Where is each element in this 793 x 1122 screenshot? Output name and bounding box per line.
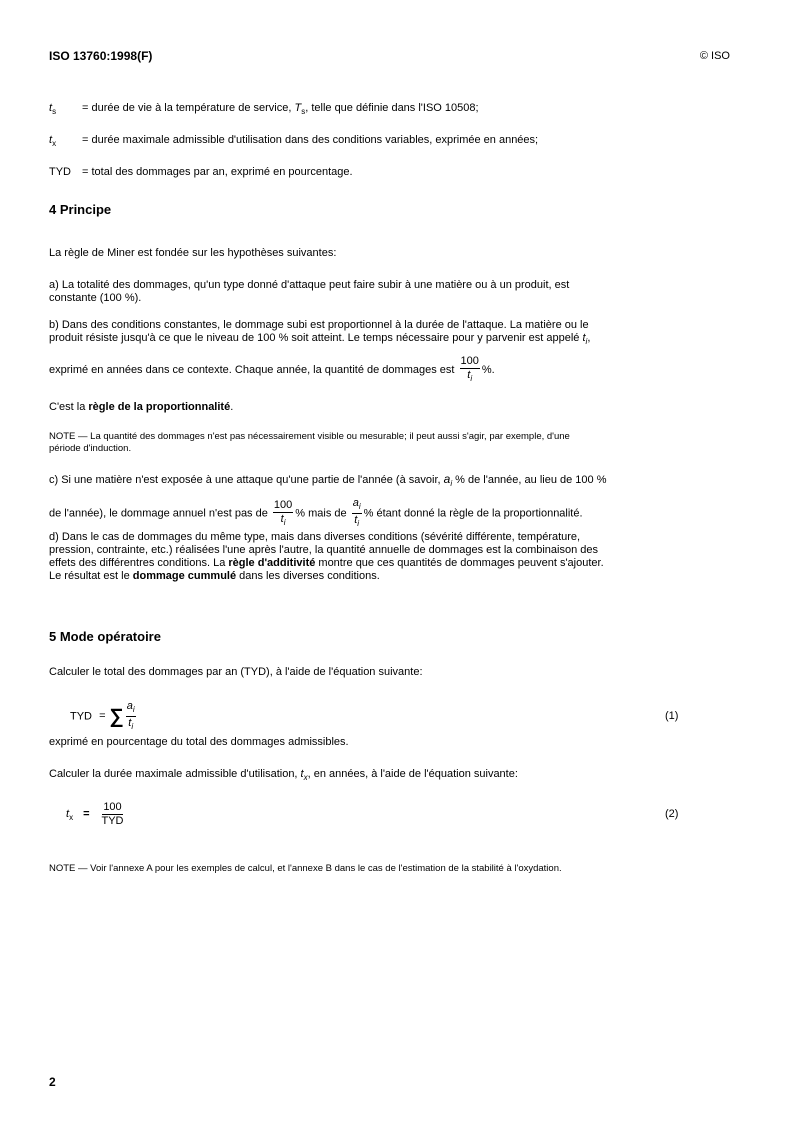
- rule-proportionality: C'est la règle de la proportionnalité.: [49, 401, 234, 413]
- equation-2-number: (2): [665, 808, 679, 820]
- paragraph: La règle de Miner est fondée sur les hypothèses suivantes:: [49, 247, 337, 259]
- fraction: $\frac{a_i}{t_i}$: [352, 497, 361, 528]
- paragraph: exprimé en pourcentage du total des dommages admissibles.: [49, 736, 349, 748]
- def-tyd: TYD = total des dommages par an, exprimé en pourcentage.: [49, 166, 353, 178]
- paragraph: Calculer la durée maximale admissible d'utilisation, $t_x$, en années, à l'aide de l'équation suivante:: [49, 768, 518, 782]
- paragraph-b-line3: exprimé en années dans ce contexte. Chaque année, la quantité de dommages est $\frac{100}{t_i}$ %.: [49, 355, 495, 383]
- section-4-heading: 4 Principe: [49, 202, 112, 217]
- equation-1-number: (1): [665, 710, 679, 722]
- paragraph-d-line1: d) Dans le cas de dommages du même type, mais dans diverses conditions (sévérité différente, température,: [49, 531, 581, 543]
- page-number: 2: [49, 1075, 56, 1089]
- equation-2: $t_x$ = $\frac{100}{\text{TYD}}$: [66, 800, 124, 827]
- paragraph-d-line2: pression, contrainte, etc.) réalisées l'une après l'autre, la quantité annuelle de dommages est la combinaison des: [49, 544, 599, 556]
- paragraph-a-line1: a) La totalité des dommages, qu'un type donné d'attaque peut faire subir à une matière ou à un produit, est: [49, 279, 570, 291]
- paragraph: Calculer le total des dommages par an (TYD), à l'aide de l'équation suivante:: [49, 666, 423, 678]
- fraction: $\frac{100}{t_i}$: [460, 355, 479, 383]
- paragraph-d-line3: effets des différentres conditions. La règle d'additivité montre que ces quantités de dommages peuvent s'ajouter.: [49, 557, 604, 569]
- copyright: © ISO: [699, 50, 730, 62]
- doc-header-id: ISO 13760:1998(F): [49, 49, 153, 63]
- equation-1: TYD = ∑ $\frac{a_i}{t_i}$: [70, 700, 135, 731]
- def-tx: $t_x$ = durée maximale admissible d'utilisation dans des conditions variables, exprimée en années;: [49, 134, 539, 148]
- note: NOTE — Voir l'annexe A pour les exemples de calcul, et l'annexe B dans le cas de l'estimation de la stabilité à l'oxydation.: [49, 863, 562, 874]
- def-ts: $t_s$ = durée de vie à la température de service, $T_s$, telle que définie dans l'ISO 10508;: [49, 102, 479, 116]
- paragraph-a-line2: constante (100 %).: [49, 292, 142, 304]
- paragraph-b-line1: b) Dans des conditions constantes, le dommage subi est proportionnel à la durée de l'attaque. La matière ou le: [49, 319, 589, 331]
- paragraph-c-line1: c) Si une matière n'est exposée à une attaque qu'une partie de l'année (à savoir, $a_i$ % de l'année, au lieu de 100 %: [49, 472, 607, 488]
- paragraph-b-line2: produit résiste jusqu'à ce que le niveau de 100 % soit atteint. Le temps nécessaire pour y parvenir est appelé $t_i$,: [49, 332, 591, 346]
- paragraph-d-line4: Le résultat est le dommage cummulé dans les diverses conditions.: [49, 570, 380, 582]
- fraction: $\frac{100}{t_i}$: [273, 498, 293, 527]
- paragraph-c-line2: de l'année), le dommage annuel n'est pas de $\frac{100}{t_i}$ % mais de $\frac{a_i}{t_i}$ % étant donné la règle de la proportionnalité.: [49, 497, 583, 528]
- note-line2: période d'induction.: [49, 443, 132, 454]
- section-5-heading: 5 Mode opératoire: [49, 629, 161, 644]
- note-line1: NOTE — La quantité des dommages n'est pas nécessairement visible ou mesurable; il peut aussi s'agir, par exemple, d'une: [49, 431, 570, 442]
